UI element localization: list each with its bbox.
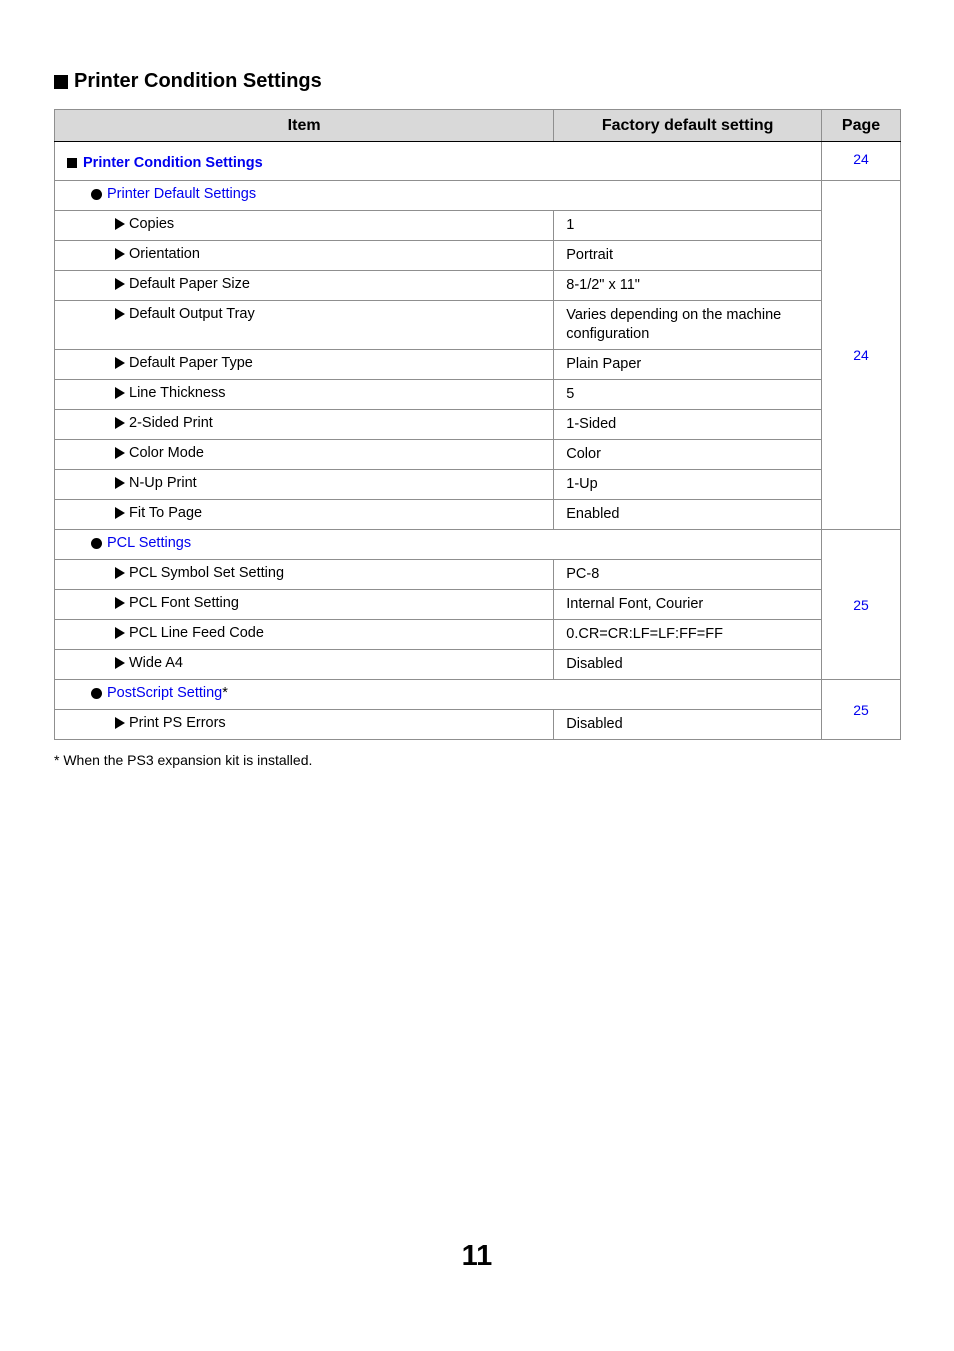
group-label: PostScript Setting — [107, 685, 223, 701]
triangle-bullet-icon — [115, 657, 125, 669]
section-link[interactable] — [55, 142, 821, 171]
table-row — [55, 590, 901, 620]
default-value: Enabled — [566, 506, 620, 522]
item-copies — [55, 211, 553, 232]
item-default-output-tray — [55, 301, 553, 322]
item-pcl-line-feed-code — [55, 620, 553, 641]
item-fit-to-page — [55, 500, 553, 521]
item-label: PCL Font Setting — [129, 595, 239, 611]
default-value: 1-Sided — [566, 416, 617, 432]
section-label: Printer Condition Settings — [83, 155, 263, 171]
square-bullet-icon — [67, 158, 77, 168]
item-label: Copies — [129, 216, 175, 232]
triangle-bullet-icon — [115, 567, 125, 579]
item-wide-a4 — [55, 650, 553, 671]
table-row — [55, 440, 901, 470]
table-row — [55, 620, 901, 650]
table-row — [55, 350, 901, 380]
item-print-ps-errors — [55, 710, 553, 731]
item-label: Default Output Tray — [129, 306, 255, 322]
default-value: 5 — [566, 386, 575, 402]
square-bullet-icon — [54, 75, 68, 89]
default-value: PC-8 — [566, 566, 600, 582]
default-value: 1 — [566, 217, 575, 233]
circle-bullet-icon — [91, 189, 102, 200]
group-link-printer-default-settings[interactable] — [55, 181, 821, 202]
item-label: Print PS Errors — [129, 715, 226, 731]
footnote: * When the PS3 expansion kit is installed. — [54, 752, 313, 768]
group-label: PCL Settings — [107, 535, 192, 551]
table-row — [55, 710, 901, 740]
triangle-bullet-icon — [115, 248, 125, 260]
group-link-pcl-settings[interactable] — [55, 530, 821, 551]
circle-bullet-icon — [91, 538, 102, 549]
table-header-row — [55, 110, 901, 142]
page-heading — [54, 70, 322, 93]
page-heading-text: Printer Condition Settings — [74, 70, 322, 92]
item-label: 2-Sided Print — [129, 415, 213, 431]
triangle-bullet-icon — [115, 597, 125, 609]
item-label: PCL Symbol Set Setting — [129, 565, 285, 581]
default-value: Disabled — [566, 716, 623, 732]
default-value: Portrait — [566, 247, 613, 263]
item-label: Default Paper Size — [129, 276, 250, 292]
section-row — [55, 142, 901, 181]
triangle-bullet-icon — [115, 477, 125, 489]
triangle-bullet-icon — [115, 447, 125, 459]
table-row — [55, 380, 901, 410]
triangle-bullet-icon — [115, 417, 125, 429]
column-header-default: Factory default setting — [554, 110, 822, 142]
table-row — [55, 650, 901, 680]
item-label: Line Thickness — [129, 385, 226, 401]
triangle-bullet-icon — [115, 507, 125, 519]
triangle-bullet-icon — [115, 308, 125, 320]
default-value: Internal Font, Courier — [566, 596, 704, 612]
column-header-item: Item — [55, 110, 554, 142]
default-value: Disabled — [566, 656, 623, 672]
item-n-up-print — [55, 470, 553, 491]
footnote-mark: * — [222, 685, 228, 701]
item-orientation — [55, 241, 553, 262]
triangle-bullet-icon — [115, 357, 125, 369]
item-label: Default Paper Type — [129, 355, 253, 371]
default-value: Plain Paper — [566, 356, 642, 372]
default-value: Color — [566, 446, 601, 462]
item-label: Orientation — [129, 246, 200, 262]
triangle-bullet-icon — [115, 627, 125, 639]
table-row — [55, 410, 901, 440]
default-value: 8-1/2" x 11" — [566, 277, 640, 293]
group-row — [55, 530, 901, 560]
settings-table — [54, 109, 901, 740]
item-color-mode — [55, 440, 553, 461]
table-row — [55, 211, 901, 241]
group-row — [55, 181, 901, 211]
triangle-bullet-icon — [115, 387, 125, 399]
section-page-link[interactable]: 24 — [822, 142, 901, 181]
group-row — [55, 680, 901, 710]
group-link-postscript-setting[interactable] — [55, 680, 821, 701]
table-row — [55, 301, 901, 350]
item-pcl-symbol-set-setting — [55, 560, 553, 581]
item-default-paper-size — [55, 271, 553, 292]
group-page-link[interactable]: 25 — [822, 530, 901, 680]
table-row — [55, 470, 901, 500]
table-row — [55, 241, 901, 271]
item-label: Color Mode — [129, 445, 204, 461]
table-row — [55, 271, 901, 301]
circle-bullet-icon — [91, 688, 102, 699]
item-pcl-font-setting — [55, 590, 553, 611]
item-line-thickness — [55, 380, 553, 401]
triangle-bullet-icon — [115, 717, 125, 729]
item-label: PCL Line Feed Code — [129, 625, 264, 641]
column-header-page: Page — [822, 110, 901, 142]
group-label: Printer Default Settings — [107, 186, 257, 202]
item-label: Wide A4 — [129, 655, 183, 671]
page-number: 11 — [461, 1240, 493, 1272]
triangle-bullet-icon — [115, 218, 125, 230]
default-value: Varies depending on the machine configuration — [566, 307, 782, 342]
default-value: 0.CR=CR:LF=LF:FF=FF — [566, 626, 723, 642]
item-default-paper-type — [55, 350, 553, 371]
group-page-link[interactable]: 24 — [822, 181, 901, 530]
table-row — [55, 500, 901, 530]
triangle-bullet-icon — [115, 278, 125, 290]
item-label: N-Up Print — [129, 475, 197, 491]
default-value: 1-Up — [566, 476, 598, 492]
group-page-link[interactable]: 25 — [822, 680, 901, 740]
table-row — [55, 560, 901, 590]
item-2-sided-print — [55, 410, 553, 431]
item-label: Fit To Page — [129, 505, 203, 521]
